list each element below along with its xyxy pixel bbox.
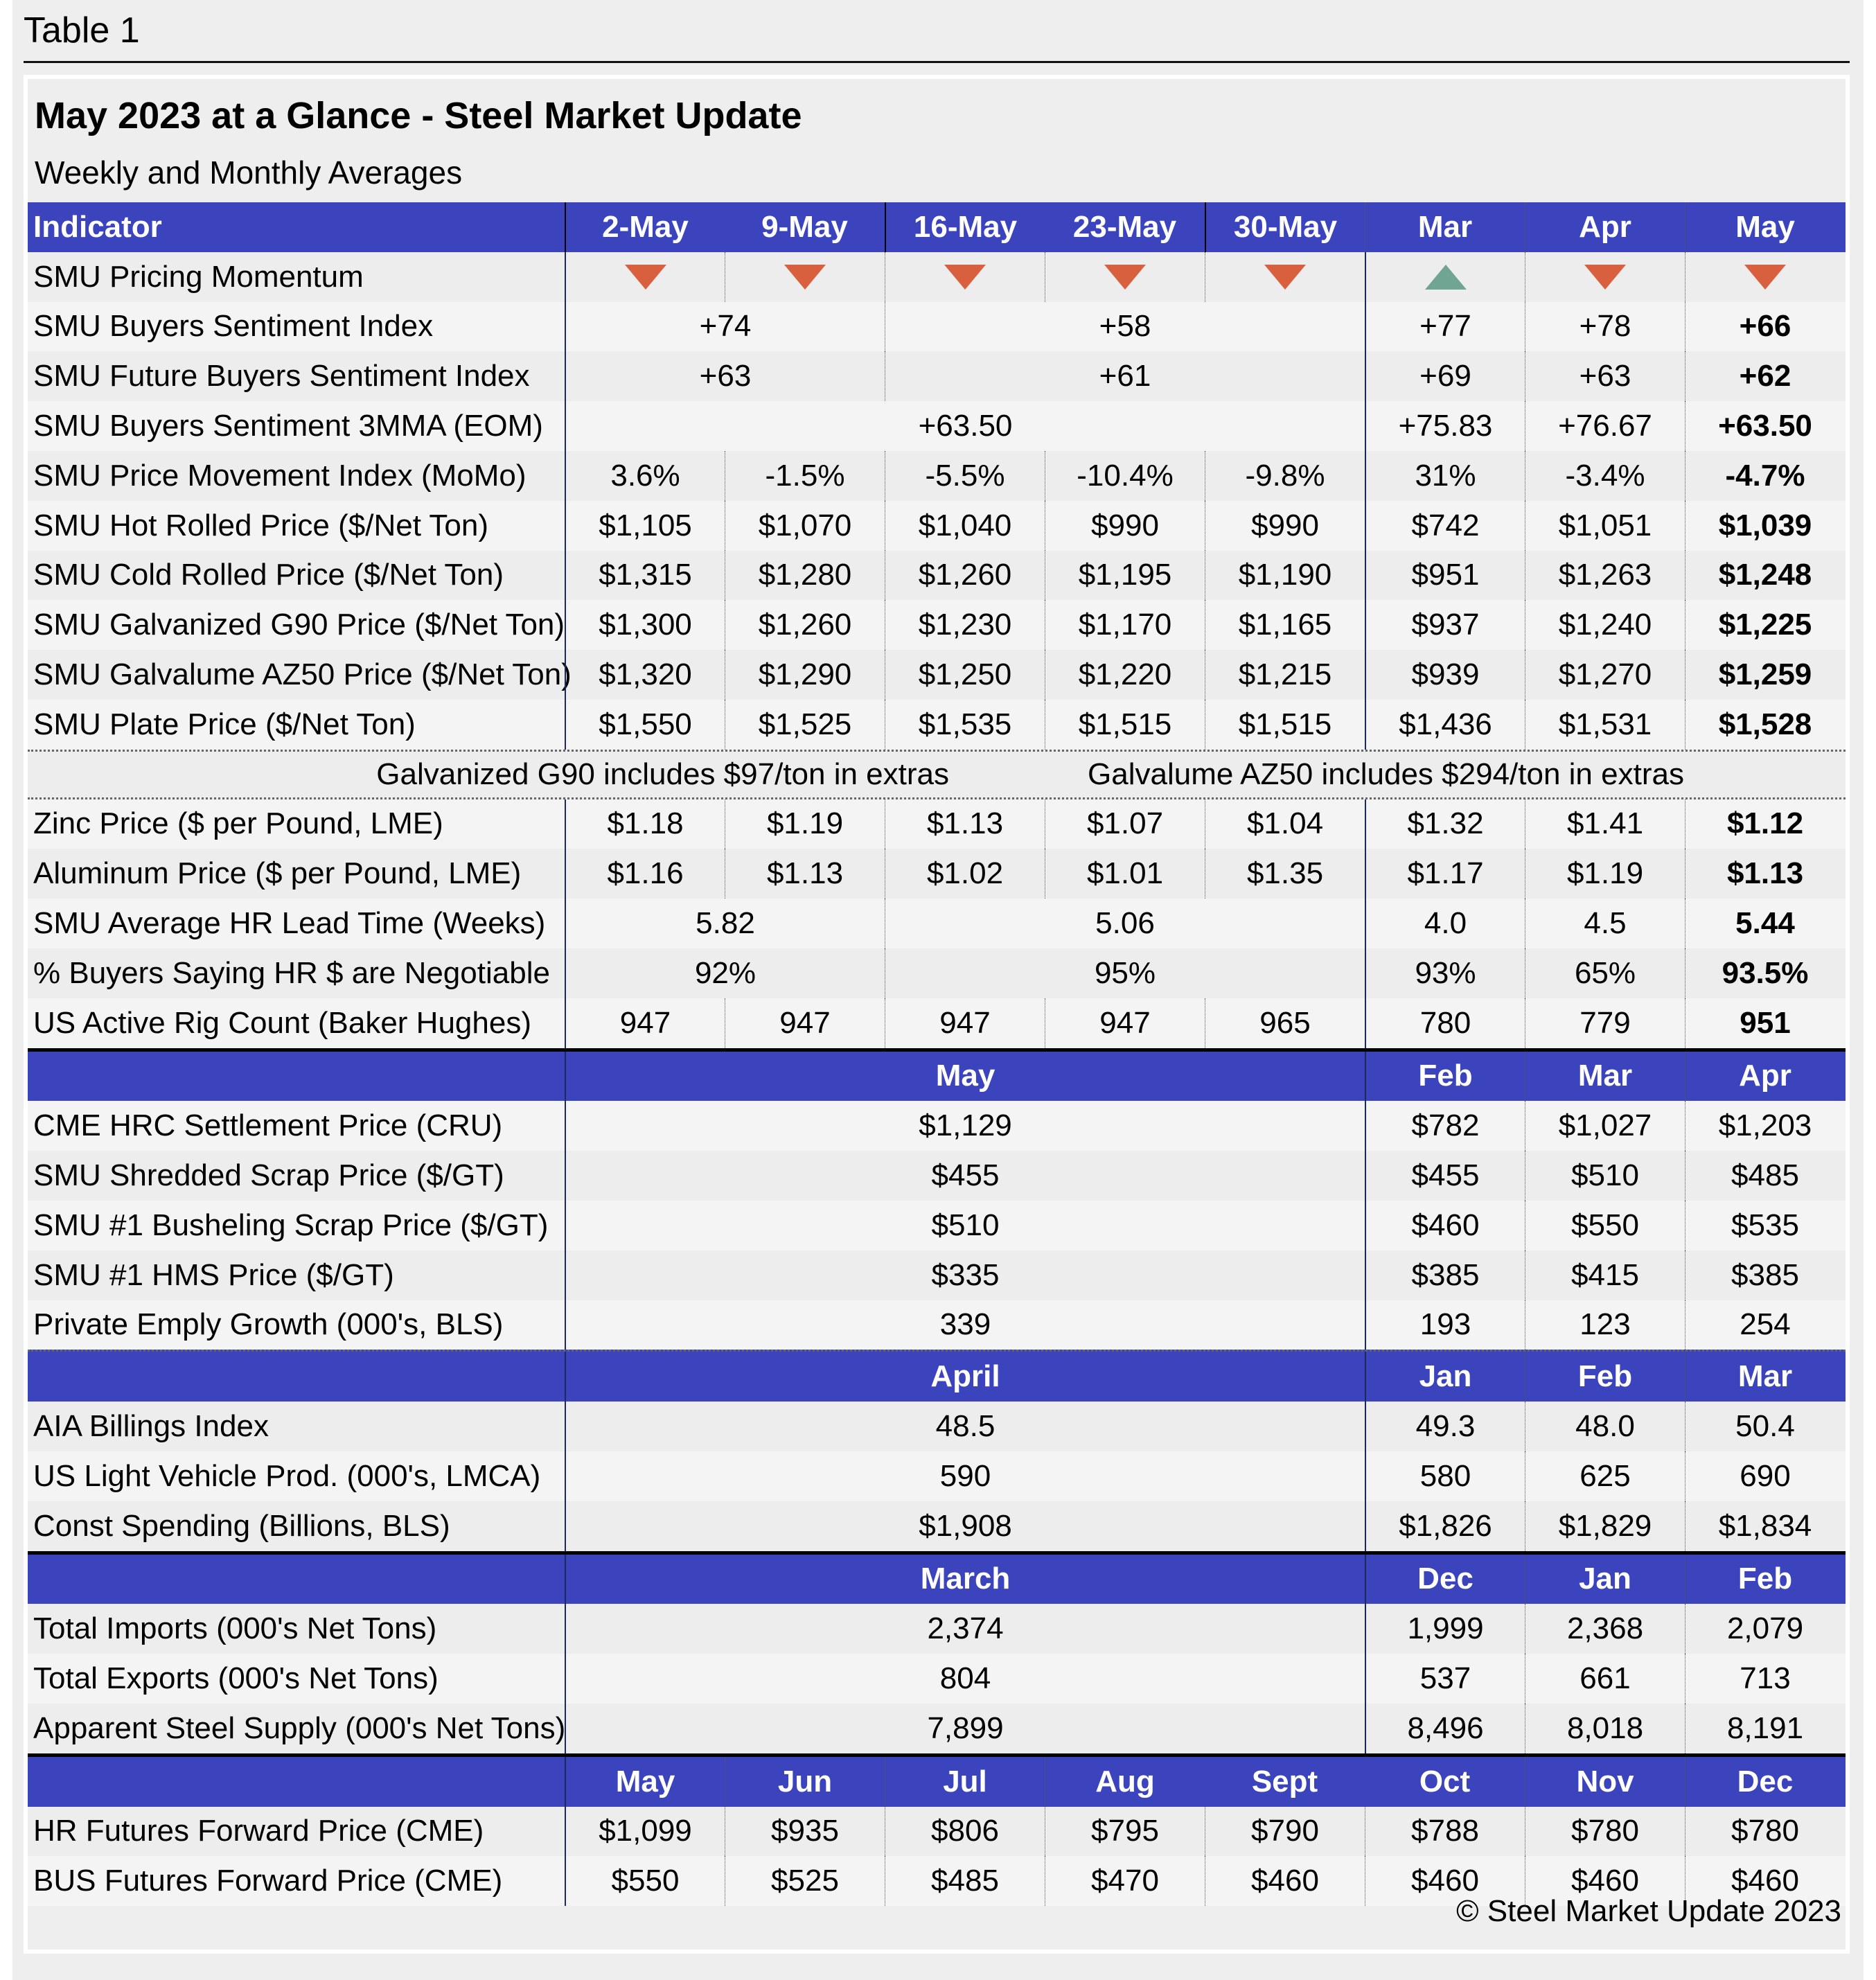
value-cell: 254	[1685, 1300, 1845, 1350]
value-cell: 7,899	[565, 1704, 1365, 1753]
value-cell: $1.32	[1365, 799, 1525, 849]
value-cell: +63.50	[1685, 401, 1845, 451]
down-arrow-icon	[784, 265, 826, 290]
note-g90: Galvanized G90 includes $97/ton in extras	[376, 757, 949, 791]
value-cell: 93.5%	[1685, 948, 1845, 998]
value-cell: 31%	[1365, 451, 1525, 501]
down-arrow-icon	[1104, 265, 1146, 290]
value-cell: $990	[1205, 501, 1365, 551]
value-cell: $1,105	[565, 501, 725, 551]
row-label: SMU Cold Rolled Price ($/Net Ton)	[33, 558, 504, 592]
table-row	[28, 650, 1846, 700]
table-row	[28, 700, 1846, 750]
table-row	[28, 1654, 1846, 1704]
value-cell: $460	[1205, 1856, 1365, 1906]
value-cell: +61	[885, 351, 1365, 401]
value-cell: $1,099	[565, 1807, 725, 1857]
table-row	[28, 501, 1846, 551]
value-cell: $1.01	[1045, 849, 1205, 899]
down-arrow-icon	[1264, 265, 1306, 290]
value-cell: 5.82	[565, 899, 885, 948]
value-cell: $1,829	[1525, 1501, 1685, 1551]
row-label: BUS Futures Forward Price (CME)	[33, 1864, 503, 1898]
header-row-section4	[28, 1551, 1846, 1605]
value-cell: $455	[1365, 1151, 1525, 1201]
row-label: SMU Galvanized G90 Price ($/Net Ton)	[33, 608, 565, 642]
table-row	[28, 948, 1846, 998]
header-cell: Nov	[1525, 1757, 1685, 1807]
row-label: SMU #1 HMS Price ($/GT)	[33, 1257, 394, 1292]
header-cell: Mar	[1685, 1352, 1845, 1402]
value-cell: $1,225	[1685, 600, 1845, 650]
value-cell: +63	[1525, 351, 1685, 401]
value-cell: +58	[885, 302, 1365, 352]
header-cell: Dec	[1685, 1757, 1845, 1807]
header-cell: Feb	[1525, 1352, 1685, 1402]
table-row	[28, 1501, 1846, 1551]
value-cell: -4.7%	[1685, 451, 1845, 501]
value-cell: $1.04	[1205, 799, 1365, 849]
row-label: Private Emply Growth (000's, BLS)	[33, 1307, 504, 1342]
row-label: SMU Future Buyers Sentiment Index	[33, 359, 530, 394]
value-cell: $780	[1685, 1807, 1845, 1857]
value-cell: $1,300	[565, 600, 725, 650]
down-arrow-icon	[625, 265, 666, 290]
value-cell: $1,550	[565, 700, 725, 750]
value-cell: $510	[565, 1201, 1365, 1250]
value-cell: $1,515	[1205, 700, 1365, 750]
value-cell: $1,129	[565, 1101, 1365, 1151]
table-row	[28, 1402, 1846, 1451]
header-row-weekly	[28, 202, 1846, 252]
value-cell: 92%	[565, 948, 885, 998]
down-arrow-icon	[944, 265, 986, 290]
table-row	[28, 1201, 1846, 1250]
value-cell: -5.5%	[885, 451, 1045, 501]
value-cell: $1,270	[1525, 650, 1685, 700]
value-cell: $1,515	[1045, 700, 1205, 750]
extras-note-row	[28, 750, 1846, 799]
value-cell: -1.5%	[725, 451, 885, 501]
value-cell: -9.8%	[1205, 451, 1365, 501]
value-cell: $385	[1685, 1250, 1845, 1300]
header-cell: 30-May	[1205, 202, 1365, 252]
value-cell: $937	[1365, 600, 1525, 650]
table-row	[28, 600, 1846, 650]
header-cell: Aug	[1045, 1757, 1205, 1807]
value-cell: $790	[1205, 1807, 1365, 1857]
row-label: SMU Average HR Lead Time (Weeks)	[33, 906, 546, 941]
value-cell: 3.6%	[565, 451, 725, 501]
table-row	[28, 551, 1846, 601]
header-cell: April	[565, 1352, 1365, 1402]
value-cell: $460	[1525, 1856, 1685, 1906]
value-cell: 690	[1685, 1451, 1845, 1501]
value-cell: 65%	[1525, 948, 1685, 998]
value-cell: 580	[1365, 1451, 1525, 1501]
value-cell: $460	[1685, 1856, 1845, 1906]
value-cell: $1.13	[725, 849, 885, 899]
value-cell: $1,528	[1685, 700, 1845, 750]
value-cell: $990	[1045, 501, 1205, 551]
header-cell: 2-May	[565, 202, 725, 252]
value-cell: $485	[885, 1856, 1045, 1906]
value-cell: $1,436	[1365, 700, 1525, 750]
value-cell: 193	[1365, 1300, 1525, 1350]
header-cell: 23-May	[1072, 209, 1177, 244]
value-cell: $1,230	[885, 600, 1045, 650]
value-cell: $470	[1045, 1856, 1205, 1906]
header-row-section3	[28, 1350, 1846, 1402]
header-cell: May	[565, 1757, 725, 1807]
value-cell: $1,260	[885, 551, 1045, 601]
row-label: US Light Vehicle Prod. (000's, LMCA)	[33, 1458, 541, 1493]
value-cell: $1,259	[1685, 650, 1845, 700]
table-row	[28, 401, 1846, 451]
table-row	[28, 799, 1846, 849]
row-label: CME HRC Settlement Price (CRU)	[33, 1108, 503, 1143]
note-az50: Galvalume AZ50 includes $294/ton in extras	[1088, 757, 1684, 791]
value-cell: $1,280	[725, 551, 885, 601]
value-cell: $1.12	[1685, 799, 1845, 849]
value-cell: $1,826	[1365, 1501, 1525, 1551]
value-cell: 95%	[885, 948, 1365, 998]
value-cell: 48.0	[1525, 1402, 1685, 1451]
value-cell: +78	[1525, 302, 1685, 352]
value-cell: $1,027	[1525, 1101, 1685, 1151]
value-cell: $1,215	[1205, 650, 1365, 700]
value-cell: $1,263	[1525, 551, 1685, 601]
value-cell: $1,248	[1685, 551, 1845, 601]
row-label: Total Imports (000's Net Tons)	[33, 1611, 437, 1646]
value-cell: $1.18	[565, 799, 725, 849]
value-cell: $460	[1365, 1201, 1525, 1250]
value-cell: 4.5	[1525, 899, 1685, 948]
table-subtitle: Weekly and Monthly Averages	[35, 154, 463, 191]
value-cell: $935	[725, 1807, 885, 1857]
value-cell: $1.16	[565, 849, 725, 899]
row-label: SMU Pricing Momentum	[33, 259, 364, 294]
header-cell: Feb	[1365, 1052, 1525, 1102]
value-cell: $1,170	[1045, 600, 1205, 650]
header-cell: Jan	[1365, 1352, 1525, 1402]
value-cell: $525	[725, 1856, 885, 1906]
value-cell: 590	[565, 1451, 1365, 1501]
down-arrow-icon	[1744, 265, 1786, 290]
table-caption: Table 1	[24, 10, 140, 51]
value-cell: $1.13	[1685, 849, 1845, 899]
value-cell: $1,051	[1525, 501, 1685, 551]
value-cell: +62	[1685, 351, 1845, 401]
header-cell: Apr	[1525, 202, 1685, 252]
value-cell: -3.4%	[1525, 451, 1685, 501]
value-cell: 1,999	[1365, 1604, 1525, 1654]
value-cell: $335	[565, 1250, 1365, 1300]
table-row	[28, 351, 1846, 401]
row-label: HR Futures Forward Price (CME)	[33, 1814, 484, 1848]
row-label: SMU Plate Price ($/Net Ton)	[33, 707, 416, 741]
row-label: SMU Buyers Sentiment 3MMA (EOM)	[33, 409, 543, 443]
value-cell: $535	[1685, 1201, 1845, 1250]
row-label: SMU Price Movement Index (MoMo)	[33, 458, 526, 493]
value-cell: $782	[1365, 1101, 1525, 1151]
value-cell: 661	[1525, 1654, 1685, 1704]
value-cell: $1.41	[1525, 799, 1685, 849]
row-label: SMU Shredded Scrap Price ($/GT)	[33, 1158, 504, 1193]
value-cell: +63.50	[565, 401, 1365, 451]
row-label: US Active Rig Count (Baker Hughes)	[33, 1005, 531, 1040]
header-cell: Feb	[1685, 1555, 1845, 1605]
value-cell: 537	[1365, 1654, 1525, 1704]
table-row	[28, 1704, 1846, 1753]
value-cell: $550	[1525, 1201, 1685, 1250]
copyright-footer: © Steel Market Update 2023	[1456, 1894, 1841, 1928]
value-cell: 8,018	[1525, 1704, 1685, 1753]
header-cell: 9-May	[761, 209, 848, 244]
value-cell: 947	[725, 998, 885, 1048]
value-cell: $1.13	[885, 799, 1045, 849]
value-cell: $1,260	[725, 600, 885, 650]
value-cell: $460	[1365, 1856, 1525, 1906]
table-row	[28, 998, 1846, 1048]
value-cell: $1,908	[565, 1501, 1365, 1551]
value-cell: 780	[1365, 998, 1525, 1048]
table-title: May 2023 at a Glance - Steel Market Update	[35, 95, 802, 136]
value-cell: 4.0	[1365, 899, 1525, 948]
header-cell: Dec	[1365, 1555, 1525, 1605]
value-cell: 947	[885, 998, 1045, 1048]
value-cell: $1.07	[1045, 799, 1205, 849]
header-cell: Sept	[1251, 1764, 1318, 1798]
value-cell: 965	[1205, 998, 1365, 1048]
value-cell: +77	[1365, 302, 1525, 352]
value-cell: +66	[1685, 302, 1845, 352]
value-cell: $1,070	[725, 501, 885, 551]
row-label: SMU Buyers Sentiment Index	[33, 309, 434, 344]
table-row	[28, 1300, 1846, 1350]
header-cell: Apr	[1685, 1052, 1845, 1102]
value-cell: $1.19	[1525, 849, 1685, 899]
value-cell: 5.44	[1685, 899, 1845, 948]
value-cell: $1,525	[725, 700, 885, 750]
value-cell: $939	[1365, 650, 1525, 700]
table-row	[28, 1451, 1846, 1501]
table-row	[28, 1151, 1846, 1201]
table-row	[28, 1250, 1846, 1300]
header-cell: May	[1685, 202, 1845, 252]
row-label: SMU Galvalume AZ50 Price ($/Net Ton)	[33, 657, 572, 692]
value-cell: $1.02	[885, 849, 1045, 899]
value-cell: $485	[1685, 1151, 1845, 1201]
value-cell: 2,079	[1685, 1604, 1845, 1654]
value-cell: $1,195	[1045, 551, 1205, 601]
value-cell: 947	[565, 998, 725, 1048]
header-cell: Jan	[1525, 1555, 1685, 1605]
value-cell: 339	[565, 1300, 1365, 1350]
value-cell: $1.19	[725, 799, 885, 849]
value-cell: -10.4%	[1045, 451, 1205, 501]
row-label: Apparent Steel Supply (000's Net Tons)	[33, 1711, 566, 1745]
value-cell: $806	[885, 1807, 1045, 1857]
header-cell: March	[565, 1555, 1365, 1605]
value-cell: $1,240	[1525, 600, 1685, 650]
down-arrow-icon	[1584, 265, 1626, 290]
value-cell: $1,834	[1685, 1501, 1845, 1551]
table-panel	[24, 75, 1850, 1954]
value-cell: $951	[1365, 551, 1525, 601]
header-row-section2	[28, 1048, 1846, 1102]
data-table	[28, 202, 1846, 1906]
value-cell: $385	[1365, 1250, 1525, 1300]
row-label: SMU #1 Busheling Scrap Price ($/GT)	[33, 1208, 549, 1242]
caption-divider	[24, 61, 1850, 63]
value-cell: $1,039	[1685, 501, 1845, 551]
value-cell: 8,191	[1685, 1704, 1845, 1753]
value-cell: 123	[1525, 1300, 1685, 1350]
value-cell: +69	[1365, 351, 1525, 401]
value-cell: +74	[565, 302, 885, 352]
value-cell: $1,315	[565, 551, 725, 601]
value-cell: $1,203	[1685, 1101, 1845, 1151]
value-cell: 2,374	[565, 1604, 1365, 1654]
value-cell: $788	[1365, 1807, 1525, 1857]
table-row	[28, 451, 1846, 501]
header-cell: 16-May	[885, 202, 1045, 252]
value-cell: $550	[565, 1856, 725, 1906]
value-cell: $1.35	[1205, 849, 1365, 899]
value-cell: 713	[1685, 1654, 1845, 1704]
value-cell: 804	[565, 1654, 1365, 1704]
table-row	[28, 899, 1846, 948]
value-cell: 625	[1525, 1451, 1685, 1501]
header-cell: Mar	[1365, 202, 1525, 252]
value-cell: $1,190	[1205, 551, 1365, 601]
value-cell: 2,368	[1525, 1604, 1685, 1654]
row-label: Zinc Price ($ per Pound, LME)	[33, 806, 443, 841]
value-cell: $1,320	[565, 650, 725, 700]
value-cell: 49.3	[1365, 1402, 1525, 1451]
value-cell: $742	[1365, 501, 1525, 551]
value-cell: 48.5	[565, 1402, 1365, 1451]
value-cell: +75.83	[1365, 401, 1525, 451]
row-label: SMU Hot Rolled Price ($/Net Ton)	[33, 508, 488, 542]
value-cell: $510	[1525, 1151, 1685, 1201]
value-cell: 8,496	[1365, 1704, 1525, 1753]
table-row	[28, 1101, 1846, 1151]
value-cell: $1.17	[1365, 849, 1525, 899]
value-cell: 779	[1525, 998, 1685, 1048]
value-cell: +76.67	[1525, 401, 1685, 451]
value-cell: $1,220	[1045, 650, 1205, 700]
header-row-futures	[28, 1753, 1846, 1807]
header-cell: May	[565, 1052, 1365, 1102]
row-label: Aluminum Price ($ per Pound, LME)	[33, 856, 522, 891]
value-cell: 947	[1045, 998, 1205, 1048]
value-cell: $795	[1045, 1807, 1205, 1857]
row-label: Const Spending (Billions, BLS)	[33, 1508, 450, 1543]
value-cell: $1,250	[885, 650, 1045, 700]
value-cell: $455	[565, 1151, 1365, 1201]
row-label: Total Exports (000's Net Tons)	[33, 1661, 439, 1695]
table-row	[28, 302, 1846, 352]
value-cell: 5.06	[885, 899, 1365, 948]
value-cell: 93%	[1365, 948, 1525, 998]
value-cell: $415	[1525, 1250, 1685, 1300]
value-cell: $1,290	[725, 650, 885, 700]
table-row	[28, 252, 1846, 302]
row-label: AIA Billings Index	[33, 1409, 269, 1444]
value-cell: 951	[1685, 998, 1845, 1048]
header-cell: Oct	[1419, 1764, 1471, 1798]
table-row	[28, 1604, 1846, 1654]
header-cell: Jul	[885, 1757, 1045, 1807]
value-cell: $780	[1525, 1807, 1685, 1857]
value-cell: $1,165	[1205, 600, 1365, 650]
header-cell: Mar	[1525, 1052, 1685, 1102]
value-cell: $1,531	[1525, 700, 1685, 750]
table-row	[28, 1807, 1846, 1857]
row-label: % Buyers Saying HR $ are Negotiable	[33, 955, 550, 990]
value-cell: $1,040	[885, 501, 1045, 551]
table-row	[28, 849, 1846, 899]
value-cell: +63	[565, 351, 885, 401]
header-cell: Jun	[725, 1757, 885, 1807]
value-cell: $1,535	[885, 700, 1045, 750]
up-arrow-icon	[1425, 265, 1467, 290]
value-cell: 50.4	[1685, 1402, 1845, 1451]
header-cell: Indicator	[33, 209, 162, 244]
